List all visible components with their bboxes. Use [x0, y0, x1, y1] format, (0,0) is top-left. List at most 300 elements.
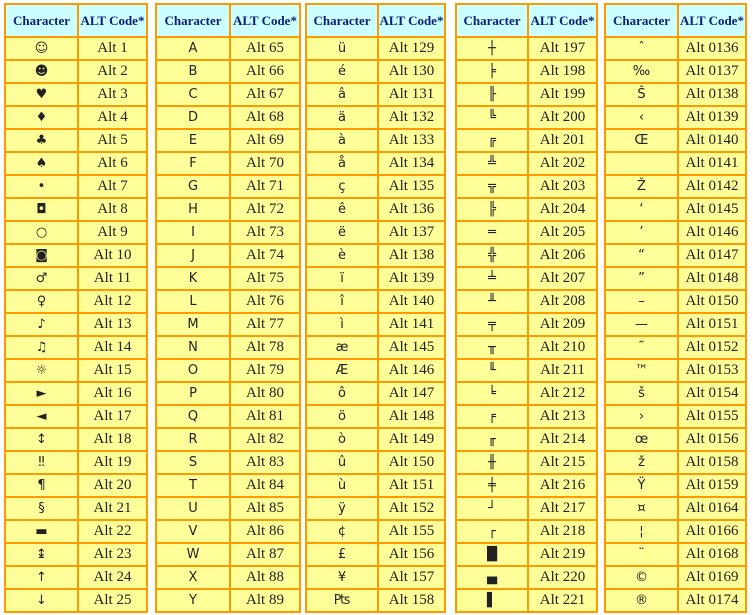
character-cell: ╬: [457, 245, 527, 266]
alt-code-cell: Alt 209: [529, 314, 596, 335]
alt-code-cell: Alt 23: [79, 544, 146, 565]
table-row: [6, 544, 146, 565]
alt-code-cell: Alt 14: [79, 337, 146, 358]
table-row: [6, 360, 146, 381]
character-cell: [606, 153, 677, 174]
alt-code-cell: Alt 10: [79, 245, 146, 266]
alt-code-cell: Alt 215: [529, 452, 596, 473]
table-row: [157, 452, 299, 473]
alt-code-cell: Alt 89: [231, 590, 299, 611]
table-row: [606, 38, 745, 59]
character-cell: ╨: [457, 291, 527, 312]
alt-code-cell: Alt 8: [79, 199, 146, 220]
table-row: [457, 222, 596, 243]
alt-code-cell: Alt 11: [79, 268, 146, 289]
alt-code-column-header: ALT Code*: [679, 5, 745, 36]
table-row: [157, 498, 299, 519]
table-row: [606, 176, 745, 197]
alt-code-cell: Alt 140: [379, 291, 444, 312]
character-cell: ‘: [606, 199, 677, 220]
character-cell: ♣: [6, 130, 77, 151]
alt-code-cell: Alt 0153: [679, 360, 745, 381]
header-row: [6, 5, 146, 36]
table-row: [157, 176, 299, 197]
character-cell: T: [157, 475, 229, 496]
character-cell: ¢: [307, 521, 377, 542]
table-row: [606, 291, 745, 312]
alt-code-cell: Alt 73: [231, 222, 299, 243]
character-cell: G: [157, 176, 229, 197]
character-cell: ↑: [6, 567, 77, 588]
character-cell: ©: [606, 567, 677, 588]
character-cell: ¨: [606, 544, 677, 565]
table-row: [157, 291, 299, 312]
alt-code-table-4: [455, 3, 598, 613]
character-cell: ’: [606, 222, 677, 243]
alt-code-cell: Alt 83: [231, 452, 299, 473]
character-cell: D: [157, 107, 229, 128]
table-row: [307, 268, 444, 289]
alt-code-cell: Alt 19: [79, 452, 146, 473]
character-cell: █: [457, 544, 527, 565]
character-cell: J: [157, 245, 229, 266]
alt-code-cell: Alt 0148: [679, 268, 745, 289]
table-row: [307, 84, 444, 105]
character-column-header: Character: [307, 5, 377, 36]
character-cell: é: [307, 61, 377, 82]
table-row: [307, 521, 444, 542]
table-row: [6, 268, 146, 289]
alt-code-cell: Alt 20: [79, 475, 146, 496]
character-cell: ╟: [457, 84, 527, 105]
alt-code-cell: Alt 200: [529, 107, 596, 128]
alt-code-cell: Alt 203: [529, 176, 596, 197]
table-row: [6, 107, 146, 128]
alt-code-cell: Alt 204: [529, 199, 596, 220]
alt-code-cell: Alt 16: [79, 383, 146, 404]
alt-code-cell: Alt 213: [529, 406, 596, 427]
table-row: [457, 153, 596, 174]
table-row: [6, 406, 146, 427]
character-cell: ▬: [6, 521, 77, 542]
alt-code-cell: Alt 88: [231, 567, 299, 588]
character-cell: ╓: [457, 429, 527, 450]
character-cell: §: [6, 498, 77, 519]
table-row: [157, 245, 299, 266]
character-cell: Ÿ: [606, 475, 677, 496]
character-cell: I: [157, 222, 229, 243]
table-row: [606, 383, 745, 404]
character-cell: •: [6, 176, 77, 197]
character-cell: â: [307, 84, 377, 105]
table-row: [606, 475, 745, 496]
character-cell: à: [307, 130, 377, 151]
alt-code-cell: Alt 0158: [679, 452, 745, 473]
character-cell: ╙: [457, 360, 527, 381]
table-row: [307, 153, 444, 174]
table-row: [6, 429, 146, 450]
alt-code-cell: Alt 0152: [679, 337, 745, 358]
character-cell: Œ: [606, 130, 677, 151]
table-row: [606, 199, 745, 220]
character-cell: V: [157, 521, 229, 542]
alt-code-cell: Alt 78: [231, 337, 299, 358]
alt-code-cell: Alt 0164: [679, 498, 745, 519]
table-row: [6, 222, 146, 243]
table-row: [606, 153, 745, 174]
table-row: [457, 429, 596, 450]
character-cell: L: [157, 291, 229, 312]
character-cell: ╧: [457, 268, 527, 289]
alt-code-cell: Alt 0139: [679, 107, 745, 128]
character-cell: ╘: [457, 383, 527, 404]
character-cell: ╔: [457, 130, 527, 151]
alt-code-cell: Alt 157: [379, 567, 444, 588]
table-row: [457, 498, 596, 519]
alt-code-cell: Alt 12: [79, 291, 146, 312]
alt-code-cell: Alt 150: [379, 452, 444, 473]
table-row: [457, 406, 596, 427]
table-row: [457, 84, 596, 105]
table-row: [606, 222, 745, 243]
alt-code-cell: Alt 137: [379, 222, 444, 243]
character-cell: ╥: [457, 337, 527, 358]
character-cell: ╫: [457, 452, 527, 473]
alt-code-cell: Alt 17: [79, 406, 146, 427]
alt-code-cell: Alt 136: [379, 199, 444, 220]
alt-code-cell: Alt 74: [231, 245, 299, 266]
character-cell: ↓: [6, 590, 77, 611]
alt-code-cell: Alt 205: [529, 222, 596, 243]
alt-code-cell: Alt 15: [79, 360, 146, 381]
table-row: [6, 383, 146, 404]
character-cell: ♠: [6, 153, 77, 174]
alt-code-cell: Alt 210: [529, 337, 596, 358]
alt-code-cell: Alt 76: [231, 291, 299, 312]
table-row: [157, 153, 299, 174]
character-cell: ä: [307, 107, 377, 128]
table-row: [307, 452, 444, 473]
table-row: [606, 406, 745, 427]
character-cell: ›: [606, 406, 677, 427]
table-row: [6, 590, 146, 611]
table-row: [6, 452, 146, 473]
table-row: [307, 245, 444, 266]
table-row: [157, 84, 299, 105]
table-row: [457, 590, 596, 611]
character-cell: ž: [606, 452, 677, 473]
character-cell: ☺: [6, 38, 77, 59]
alt-code-cell: Alt 84: [231, 475, 299, 496]
character-cell: ‹: [606, 107, 677, 128]
table-row: [457, 475, 596, 496]
character-cell: S: [157, 452, 229, 473]
character-cell: æ: [307, 337, 377, 358]
table-row: [457, 107, 596, 128]
table-row: [606, 521, 745, 542]
table-row: [157, 590, 299, 611]
table-row: [6, 291, 146, 312]
alt-code-cell: Alt 133: [379, 130, 444, 151]
alt-code-cell: Alt 81: [231, 406, 299, 427]
alt-code-cell: Alt 207: [529, 268, 596, 289]
character-cell: ♪: [6, 314, 77, 335]
alt-code-cell: Alt 65: [231, 38, 299, 59]
table-row: [606, 314, 745, 335]
table-row: [157, 406, 299, 427]
character-cell: ↕: [6, 429, 77, 450]
character-cell: ”: [606, 268, 677, 289]
table-row: [157, 337, 299, 358]
table-row: [457, 544, 596, 565]
character-cell: ╪: [457, 475, 527, 496]
alt-code-cell: Alt 221: [529, 590, 596, 611]
table-row: [457, 291, 596, 312]
character-cell: û: [307, 452, 377, 473]
table-row: [307, 291, 444, 312]
table-row: [606, 498, 745, 519]
alt-code-cell: Alt 201: [529, 130, 596, 151]
table-row: [6, 130, 146, 151]
table-row: [457, 245, 596, 266]
character-cell: B: [157, 61, 229, 82]
alt-code-cell: Alt 130: [379, 61, 444, 82]
table-row: [6, 61, 146, 82]
alt-code-cell: Alt 134: [379, 153, 444, 174]
alt-code-cell: Alt 0136: [679, 38, 745, 59]
alt-code-cell: Alt 68: [231, 107, 299, 128]
character-cell: ╒: [457, 406, 527, 427]
character-cell: ö: [307, 406, 377, 427]
character-cell: ‰: [606, 61, 677, 82]
alt-code-cell: Alt 135: [379, 176, 444, 197]
character-cell: C: [157, 84, 229, 105]
table-row: [457, 521, 596, 542]
table-row: [157, 107, 299, 128]
alt-code-cell: Alt 0137: [679, 61, 745, 82]
character-cell: ç: [307, 176, 377, 197]
alt-code-cell: Alt 13: [79, 314, 146, 335]
alt-code-cell: Alt 3: [79, 84, 146, 105]
table-row: [457, 61, 596, 82]
alt-code-cell: Alt 197: [529, 38, 596, 59]
character-cell: å: [307, 153, 377, 174]
table-row: [606, 544, 745, 565]
alt-code-cell: Alt 72: [231, 199, 299, 220]
alt-code-table-1: [4, 3, 148, 613]
character-cell: ○: [6, 222, 77, 243]
character-cell: F: [157, 153, 229, 174]
table-row: [606, 245, 745, 266]
table-row: [6, 245, 146, 266]
alt-code-table-3: [305, 3, 446, 613]
alt-code-cell: Alt 0154: [679, 383, 745, 404]
alt-code-table-2: [155, 3, 301, 613]
alt-code-cell: Alt 217: [529, 498, 596, 519]
table-row: [606, 130, 745, 151]
table-row: [157, 61, 299, 82]
table-row: [157, 38, 299, 59]
table-row: [457, 452, 596, 473]
alt-code-cell: Alt 0174: [679, 590, 745, 611]
alt-code-cell: Alt 0147: [679, 245, 745, 266]
table-row: [307, 314, 444, 335]
character-cell: ◄: [6, 406, 77, 427]
character-cell: ˜: [606, 337, 677, 358]
alt-code-cell: Alt 214: [529, 429, 596, 450]
character-cell: –: [606, 291, 677, 312]
alt-code-cell: Alt 138: [379, 245, 444, 266]
character-cell: ü: [307, 38, 377, 59]
character-cell: ë: [307, 222, 377, 243]
table-row: [157, 521, 299, 542]
alt-code-cell: Alt 7: [79, 176, 146, 197]
header-row: [157, 5, 299, 36]
alt-code-cell: Alt 146: [379, 360, 444, 381]
table-row: [157, 360, 299, 381]
table-row: [157, 130, 299, 151]
alt-code-cell: Alt 0141: [679, 153, 745, 174]
table-row: [6, 521, 146, 542]
character-cell: Ž: [606, 176, 677, 197]
character-cell: ®: [606, 590, 677, 611]
alt-code-column-header: ALT Code*: [79, 5, 146, 36]
character-cell: ì: [307, 314, 377, 335]
table-row: [307, 475, 444, 496]
character-cell: A: [157, 38, 229, 59]
alt-code-cell: Alt 18: [79, 429, 146, 450]
character-cell: Š: [606, 84, 677, 105]
header-row: [606, 5, 745, 36]
alt-code-cell: Alt 79: [231, 360, 299, 381]
table-row: [307, 360, 444, 381]
table-row: [6, 153, 146, 174]
alt-code-table-5: [604, 3, 747, 613]
alt-code-cell: Alt 0156: [679, 429, 745, 450]
table-row: [157, 429, 299, 450]
character-column-header: Character: [457, 5, 527, 36]
alt-code-cell: Alt 24: [79, 567, 146, 588]
character-cell: Q: [157, 406, 229, 427]
table-row: [457, 337, 596, 358]
table-row: [307, 38, 444, 59]
alt-code-cell: Alt 155: [379, 521, 444, 542]
character-cell: P: [157, 383, 229, 404]
character-cell: ☻: [6, 61, 77, 82]
alt-code-cell: Alt 66: [231, 61, 299, 82]
character-cell: H: [157, 199, 229, 220]
character-cell: ☼: [6, 360, 77, 381]
alt-code-cell: Alt 151: [379, 475, 444, 496]
alt-code-cell: Alt 132: [379, 107, 444, 128]
character-cell: ♂: [6, 268, 77, 289]
table-row: [157, 544, 299, 565]
table-row: [157, 199, 299, 220]
character-cell: ┼: [457, 38, 527, 59]
character-cell: ╠: [457, 199, 527, 220]
table-row: [606, 452, 745, 473]
alt-code-cell: Alt 82: [231, 429, 299, 450]
table-row: [157, 475, 299, 496]
character-cell: E: [157, 130, 229, 151]
table-row: [606, 360, 745, 381]
character-cell: Æ: [307, 360, 377, 381]
alt-code-cell: Alt 148: [379, 406, 444, 427]
header-row: [457, 5, 596, 36]
alt-code-cell: Alt 0138: [679, 84, 745, 105]
alt-code-cell: Alt 25: [79, 590, 146, 611]
table-row: [606, 429, 745, 450]
table-row: [307, 61, 444, 82]
alt-code-cell: Alt 158: [379, 590, 444, 611]
character-cell: ►: [6, 383, 77, 404]
alt-code-cell: Alt 156: [379, 544, 444, 565]
character-cell: U: [157, 498, 229, 519]
character-cell: è: [307, 245, 377, 266]
character-cell: —: [606, 314, 677, 335]
table-row: [307, 544, 444, 565]
character-cell: R: [157, 429, 229, 450]
alt-code-cell: Alt 0150: [679, 291, 745, 312]
alt-code-cell: Alt 0146: [679, 222, 745, 243]
character-cell: ▌: [457, 590, 527, 611]
table-row: [307, 406, 444, 427]
character-cell: ‼: [6, 452, 77, 473]
alt-code-cell: Alt 0140: [679, 130, 745, 151]
character-cell: ╩: [457, 153, 527, 174]
alt-code-cell: Alt 211: [529, 360, 596, 381]
alt-code-cell: Alt 0155: [679, 406, 745, 427]
alt-code-cell: Alt 206: [529, 245, 596, 266]
alt-code-cell: Alt 218: [529, 521, 596, 542]
table-row: [307, 199, 444, 220]
table-row: [457, 360, 596, 381]
alt-code-cell: Alt 9: [79, 222, 146, 243]
table-row: [6, 84, 146, 105]
alt-code-cell: Alt 202: [529, 153, 596, 174]
character-cell: O: [157, 360, 229, 381]
character-cell: ô: [307, 383, 377, 404]
alt-code-cell: Alt 22: [79, 521, 146, 542]
table-row: [6, 314, 146, 335]
alt-code-cell: Alt 199: [529, 84, 596, 105]
table-row: [606, 337, 745, 358]
alt-code-cell: Alt 21: [79, 498, 146, 519]
character-column-header: Character: [6, 5, 77, 36]
character-cell: ï: [307, 268, 377, 289]
character-cell: œ: [606, 429, 677, 450]
character-cell: ╤: [457, 314, 527, 335]
character-column-header: Character: [157, 5, 229, 36]
table-row: [307, 383, 444, 404]
alt-code-cell: Alt 2: [79, 61, 146, 82]
table-row: [157, 268, 299, 289]
table-row: [606, 84, 745, 105]
table-row: [457, 383, 596, 404]
table-row: [307, 222, 444, 243]
table-row: [307, 176, 444, 197]
character-cell: ê: [307, 199, 377, 220]
alt-code-cell: Alt 131: [379, 84, 444, 105]
table-row: [6, 498, 146, 519]
character-cell: ♀: [6, 291, 77, 312]
alt-code-cell: Alt 141: [379, 314, 444, 335]
alt-code-column-header: ALT Code*: [529, 5, 596, 36]
character-cell: ▄: [457, 567, 527, 588]
character-cell: Y: [157, 590, 229, 611]
character-cell: ╦: [457, 176, 527, 197]
alt-code-cell: Alt 75: [231, 268, 299, 289]
